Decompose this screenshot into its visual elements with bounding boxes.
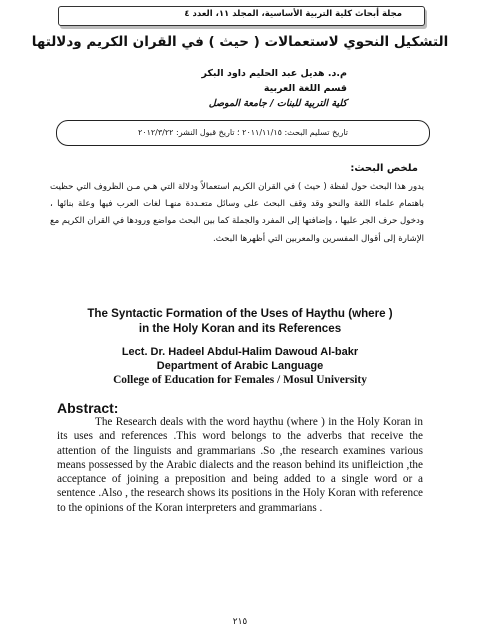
english-title-line-2: in the Holy Koran and its References	[138, 322, 342, 335]
english-abstract-heading: Abstract:	[57, 400, 119, 416]
submission-dates-box: تاريخ تسليم البحث: ٢٠١١/١١/١٥ ؛ تاريخ قبول النشر: ٢٠١٢/٣/٢٢	[56, 120, 430, 146]
english-title-line-1: The Syntactic Formation of the Uses of Haythu (where )	[87, 307, 393, 320]
journal-header: مجلة أبحاث كلية التربية الأساسية، المجلد ١١، العدد ٤	[184, 9, 402, 19]
english-title	[0, 306, 480, 336]
arabic-abstract: يدور هذا البحث حول لفظة ( حيث ) في القران الكريم استعمالاً ودلالة التي هـي مـن الظروف التي حظيت باهتمام علماء اللغة والنحو وقد وقف البحث على وسائل متعـددة منهـا لغات العرب فيها وعلة بنائها ، ودخول حرف الجر عليها ، وإضافتها إلى المفرد والجملة كما بين البحث مواضع ورودها في القران الكريم مع الإشارة إلى أقوال المفسرين والمعربين التي أظهرها البحث.	[50, 182, 424, 244]
arabic-department: قسم اللغة العربية	[263, 83, 347, 94]
english-author: Lect. Dr. Hadeel Abdul-Halim Dawoud Al-bakr	[121, 346, 359, 358]
arabic-author: م.د. هديل عبد الحليم داود البكر	[201, 68, 347, 79]
english-department: Department of Arabic Language	[156, 360, 324, 372]
page-number: ٢١٥	[232, 617, 248, 627]
english-abstract: The Research deals with the word haythu (where ) in the Holy Koran in its uses and references .This word belongs to the adverbs that receive the attention of the linguists and grammarians .So ,the research examines various means possessed by the Arabic dialects and the reason behind its unifleiction ,the acceptance of joining a preposition and being added to a single word or a sentence .Also , the research shows its positions in the Holy Koran with reference to the opinions of the Koran interpreters and grammarians .	[57, 416, 423, 514]
arabic-college: كلية التربية للبنات / جامعة الموصل	[208, 98, 347, 109]
arabic-abstract-heading: ملخص البحث:	[350, 163, 418, 174]
arabic-title: التشكيل النحوي لاستعمالات ( حيث ) في القران الكريم ودلالتها	[31, 34, 449, 50]
english-college: College of Education for Females / Mosul University	[113, 374, 367, 386]
journal-header-frame	[58, 6, 425, 26]
